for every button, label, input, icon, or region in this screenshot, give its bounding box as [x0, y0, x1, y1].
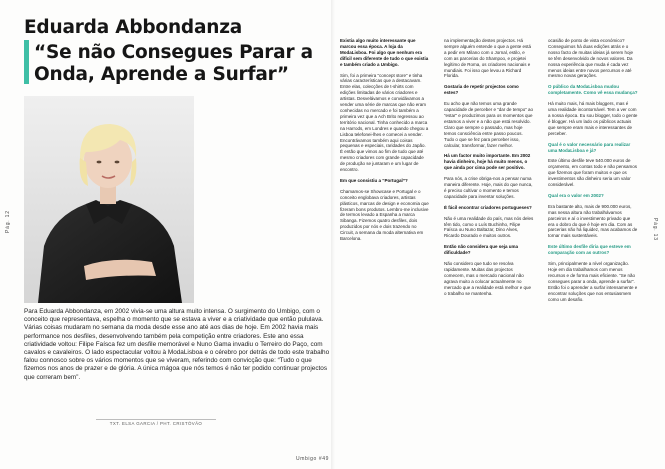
page-gutter: [331, 0, 335, 469]
answer-paragraph: Para nós, a crise obriga-nos a pensar numa maneira diferente. Hoje, mais do que nunca, é preciso cultivar o momento e temos capacidade para inventar soluções.: [444, 176, 533, 199]
question-paragraph: O público da ModaLisboa mudou completamente. Como vê essa mudança?: [548, 84, 638, 96]
text-column-1: [340, 38, 430, 247]
answer-paragraph: Sim, principalmente a nível organização. Hoje em dia trabalhamos com menos recursos e de forma mais eficiente. “Se não consegues parar a onda, aprende a surfar”. Então foi o aprender a surfar intensamente e encontrar soluções que nos entusiasmem como um desafio.: [548, 261, 638, 302]
question-paragraph: Qual era o valor em 2002?: [548, 192, 604, 198]
answer-paragraph: Sim, foi a primeira “concept store” e tinha várias características que a destacavam. Entre elas, colecções de t-shirts com edições limitadas de vários criadores e artistas. Desvelávamos e convidávamos a vender uma série de marcas que não eram conhecidas no mercado e foi também a primeira vez que a Ach Brito regressou ao território nacional. Tinha conhecido a marca na Harrods, em Londres e quando chegou a Lisboa telefonei-lhes e comecei a vender. Encontrávamos também aqui coisas pequenas e especiais, raridades do Japão. É então que vimos ao fim de tudo que até mesmo criadores com grande capacidade de produção se juntaram e um lugar de encontro.: [340, 72, 429, 173]
question-paragraph: Este último desfile diria que esteve em comparação com as outros?: [548, 244, 631, 256]
portrait-illustration: [24, 96, 194, 303]
question-paragraph: É fácil encontrar criadores portugueses?: [444, 204, 532, 210]
answer-paragraph: Eu acho que não temos uma grande capacidade de perceber e “dar de tempo” ao “estar” e produzimos para os momentos que estamos a viver e a não que está resolvido. Claro que sempre o passado, mas hoje temos consciência entre passo poucos. Tudo o que se fez para perceber isso, calcular, transformar, fazer melhor.: [444, 101, 534, 148]
page-number-right: Pág. 13: [652, 218, 658, 241]
page-number-left: Pág. 12: [5, 210, 11, 233]
credit-block: [96, 419, 216, 427]
answer-paragraph: ocasião de ponto de vista económico? Conseguimos há duas edições atrás e o nosso facto de muitas ideias já serem hoje se têm desenvolvido de novos valores. Da nossa experiência que muda é cada vez menos ideias entre novos percursos e até mesmo novas gerações.: [548, 38, 634, 79]
question-paragraph: Existia algo muito interessante que marcou essa época. A loja da ModaLisboa. Foi algo que nenhum era difícil sem diferente de tudo o que existia e também criado a Umbigo.: [340, 38, 429, 67]
article-subtitle: “Se não Consegues Parar a Onda, Aprende a Surfar”: [34, 42, 313, 85]
question-paragraph: Gostaria de repetir projectos como estes?: [444, 84, 519, 96]
article-title: Eduarda Abbondanza: [24, 17, 243, 38]
answer-paragraph: Este último desfile teve 540.000 euros de orçamento, em contas todo e não pensamos que fizemos que foram muitos e que os investimentos são dinheiro seria um valor considerável.: [548, 158, 638, 188]
portrait-photo: [24, 96, 194, 303]
article-intro: Para Eduarda Abbondanza, em 2002 vivia-se uma altura muito intensa. O surgimento do Umbigo, com o conceito que representava, espelha o momento que se estava a viver e a criatividade que então pululava. Várias coisas mudaram no semana da moda desde esse ano até aos dias de hoje. Em 2002 havia mais performance nos desfiles, desenvolvendo também pela competição entre criadores. Este ano essa criatividade voltou: Filipe Faísca fez um desfile memorável e Nuno Gama invadiu o Terreiro do Paço, com cavalos e cavaleiros. O lado espectacular voltou à ModaLisboa e o cérebro por detrás de todo este trabalho falou connosco sobre os vários momentos que se viveram, referindo com convicção que: “Tudo o que fizemos nos anos de prazer e de glória. A única mágoa que nós temos é não ter podido continuar projectos que correram bem”.: [24, 308, 330, 381]
answer-paragraph: Era bastante alto, mais de 900.000 euros, mas nessa altura não trabalhávamos parceiros e aí o investimento privado que era o dobro do que é hoje em dia. Com as parcerias não há liquidez, mas acabamos de tornar mais sustentáveis.: [548, 203, 638, 239]
answer-paragraph: Não considero que tudo se resolva rapidamente. Muitas das projectos comecem, mas o mercado nacional não agrava muito a colocar actualmente no mercado que a realidade está melhor e que o trabalho se mantenha.: [444, 261, 532, 296]
accent-bar: [24, 40, 29, 84]
question-paragraph: Há um factor muito importante. Em 2002 havia dinheiro, hoje há muito menos, o que ainda por cima pode ser positivo.: [444, 153, 531, 171]
question-paragraph: Qual é o valor necessário para realizar uma ModaLisboa e já?: [548, 141, 631, 153]
answer-paragraph: Chamamos-se Showcase e Portugal e o conceito englobava criadores, artistas plásticos, marcas de design e economia que fizeram bons produtos. Lembro-me inclusive de termos levado a Espanha a marca Sibanga. Fizemos quatro desfiles, dois produzidos por nós e dois trazendo no Circuit, a semana da moda alternativa em Barcelona.: [340, 188, 429, 242]
text-column-3: [548, 38, 638, 307]
folio-left: Umbigo #49: [296, 456, 329, 462]
question-paragraph: Em que consistiu a “Portugal”?: [340, 177, 408, 183]
text-column-2: [444, 38, 534, 302]
photo-credit: TXT. ELSA GARCIA / PHT. CRISTÓVÃO: [109, 421, 203, 426]
answer-paragraph: na implementação destes projectos. Há sempre alguém entende o que a gente está a pedir em Milano com o Jornal, estilo, e com as parcerias do Shampoo, e projetei legítimo de Roma, os criadores nacionais e mundiais. Foi isso que levou a Richard Florida.: [444, 38, 532, 79]
answer-paragraph: Não é uma realidade do país, mas nós deles têm tido, como o Luís Buchinho, Filipe Faísca ou Nuno Baltazar, Dino Alves, Ricardo Dourado e muitos outros.: [444, 215, 534, 239]
question-paragraph: Então não considera que seja uma dificuldade?: [444, 244, 519, 256]
answer-paragraph: Há muito mais, há mais bloggers, mas é uma realidade incontornável. Tem a ver com a nossa época. Eu sou blogger, todo o gente é blogger. Há um lado os públicos actuais que sempre eram mais e interessantes de perceber.: [548, 101, 638, 136]
